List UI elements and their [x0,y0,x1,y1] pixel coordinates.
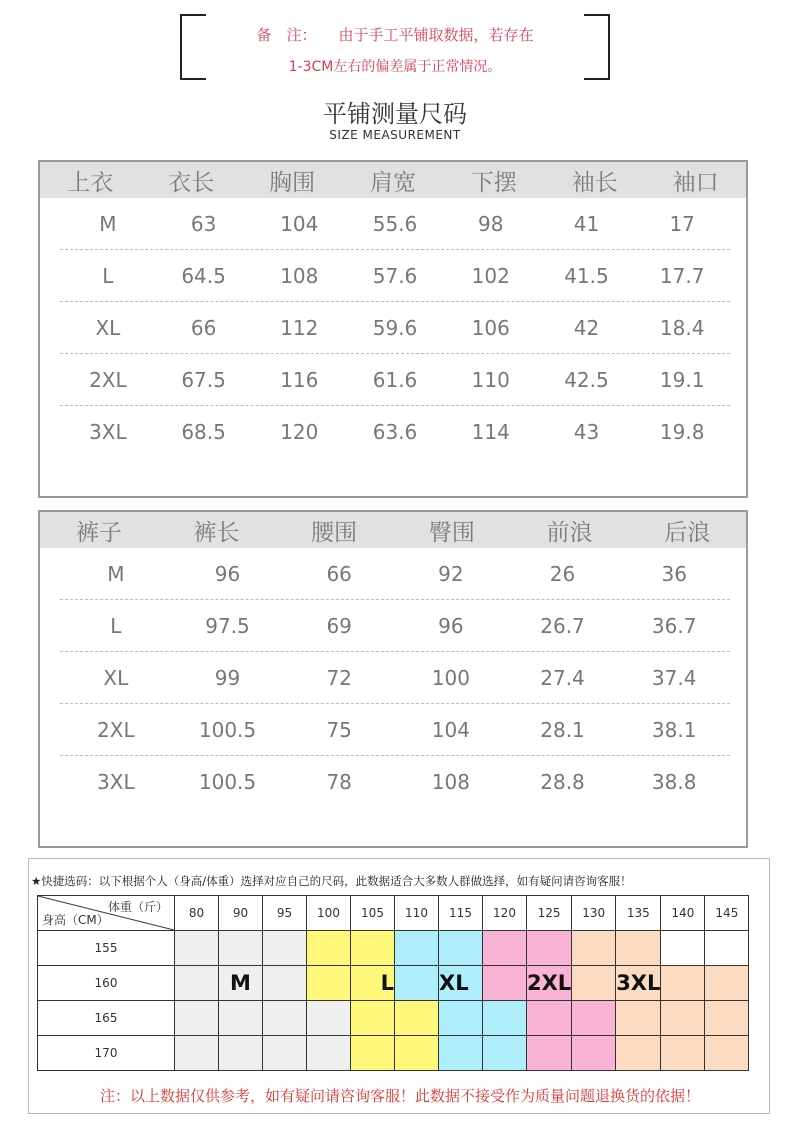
header-cell: 肩宽 [370,169,416,196]
header-cell: 腰围 [311,519,358,546]
weight-header: 95 [263,896,307,931]
table-cell: 102 [471,263,510,288]
table-row [60,302,730,354]
table-cell: 2XL [89,367,127,392]
size-cell [263,1036,307,1071]
table-cell: L [102,263,114,288]
table-cell: 68.5 [181,420,226,444]
table-cell: 43 [573,420,600,444]
table-cell: 36 [661,561,687,586]
size-cell [572,1001,616,1036]
table-cell: 18.4 [659,315,705,340]
weight-header: 90 [219,896,263,931]
height-label: 155 [38,931,175,966]
table-cell: 104 [431,717,470,742]
table-cell: 114 [471,420,510,444]
table-cell: 17.7 [659,263,705,288]
header-cell: 上衣 [67,169,114,196]
size-label-cell: 2XL [527,966,572,1001]
table-cell: 99 [214,665,241,690]
table-cell: 67.5 [181,367,226,392]
grid-row [38,1036,749,1071]
table-cell: XL [95,315,121,340]
top-table-header [40,162,746,198]
size-cell [351,1001,395,1036]
table-cell: 42.5 [564,367,609,392]
table-row [60,198,730,250]
size-cell [439,931,483,966]
weight-header: 115 [439,896,483,931]
size-label-cell: XL [439,966,483,1001]
size-cell [705,931,749,966]
size-cell [263,1001,307,1036]
table-cell: 100 [431,665,470,690]
table-cell: 28.8 [540,770,585,794]
grid-corner [38,896,175,931]
size-cell [219,1036,263,1071]
table-cell: 78 [326,770,352,794]
table-cell: 19.1 [659,367,705,392]
size-cell [307,1001,351,1036]
table-cell: M [107,561,125,586]
table-cell: 57.6 [372,263,418,288]
header-cell: 袖长 [571,169,618,196]
size-cell [527,931,572,966]
note-label: 备 注： [256,26,317,44]
size-grid [37,895,749,1071]
table-cell: 108 [431,770,470,794]
size-cell [572,931,616,966]
table-cell: 55.6 [372,211,418,236]
note-box [180,14,610,82]
size-cell [661,1001,705,1036]
table-row [60,354,730,406]
size-cell [705,966,749,1001]
table-cell: 38.8 [651,770,697,794]
table-cell: 72 [326,665,352,690]
size-cell [395,931,439,966]
table-row [60,406,730,458]
size-label-cell: 3XL [616,966,661,1001]
footer-note: 注：以上数据仅供参考，如有疑问请咨询客服！此数据不接受作为质量问题退换货的依据！ [99,1087,700,1105]
weight-header: 145 [705,896,749,931]
weight-header: 110 [395,896,439,931]
table-cell: M [99,211,117,236]
table-cell: 42 [573,315,600,340]
size-cell [527,1001,572,1036]
size-cell [705,1036,749,1071]
size-cell [705,1001,749,1036]
grid-row [38,966,749,1001]
table-cell: 38.1 [651,717,697,742]
size-cell [395,1001,439,1036]
table-cell: 98 [478,211,504,236]
table-row [60,548,730,600]
table-row [60,600,730,652]
table-cell: 96 [438,613,464,638]
quick-size-chart [28,858,770,1114]
size-cell [175,1036,219,1071]
table-cell: 69 [326,613,352,638]
top-size-table [38,160,748,498]
size-cell [263,931,307,966]
weight-header: 125 [527,896,572,931]
table-cell: 92 [438,561,464,586]
note-line-1 [180,24,610,45]
page-subtitle: SIZE MEASUREMENT [329,128,461,142]
header-cell: 袖口 [672,169,719,196]
table-cell: 27.4 [540,665,585,690]
size-cell [572,1036,616,1071]
grid-row [38,1001,749,1036]
header-cell: 臀围 [428,519,475,546]
weight-header: 105 [351,896,395,931]
size-label-cell: L [351,966,395,1001]
bottom-table-body [60,548,730,808]
bottom-size-table [38,510,748,848]
weight-header: 100 [307,896,351,931]
weight-header: 140 [661,896,705,931]
size-cell [307,1036,351,1071]
table-cell: 106 [471,315,510,340]
table-row [60,756,730,808]
height-label: 170 [38,1036,175,1071]
weight-header: 80 [175,896,219,931]
table-cell: 2XL [97,717,135,742]
table-cell: 41.5 [564,263,609,288]
size-label-cell: M [219,966,263,1001]
size-cell [219,1001,263,1036]
weight-header: 130 [572,896,616,931]
size-cell [483,1036,527,1071]
note-line-2: 1-3CM左右的偏差属于正常情况。 [288,59,502,75]
size-cell [616,1001,661,1036]
table-row [60,704,730,756]
size-cell [527,1036,572,1071]
size-cell [572,966,616,1001]
header-cell: 后浪 [664,519,711,546]
size-cell [175,966,219,1001]
table-cell: 108 [280,263,319,288]
size-cell [395,966,439,1001]
table-cell: 112 [280,315,319,340]
table-cell: 75 [326,717,352,742]
table-cell: 61.6 [372,367,418,392]
height-label: 160 [38,966,175,1001]
top-table-body [60,198,730,458]
table-cell: 36.7 [651,613,697,638]
table-cell: 59.6 [372,315,418,340]
size-cell [351,1036,395,1071]
weight-header: 120 [483,896,527,931]
table-row [60,652,730,704]
table-cell: 120 [280,420,319,444]
size-cell [661,1036,705,1071]
table-cell: 26.7 [540,613,585,638]
table-cell: 97.5 [205,613,250,638]
grid-row [38,931,749,966]
table-cell: XL [103,665,129,690]
size-cell [483,1001,527,1036]
table-cell: 28.1 [540,717,585,742]
bottom-table-header [40,512,746,548]
table-cell: 63.6 [372,420,418,444]
size-cell [307,931,351,966]
header-cell: 衣长 [168,169,215,196]
note-text-1: 由于手工平铺取数据，若存在 [338,26,534,44]
table-cell: 3XL [97,770,135,794]
table-cell: 96 [214,561,241,586]
table-cell: L [110,613,122,638]
size-cell [616,931,661,966]
height-axis-label: 身高（CM） [42,913,109,927]
table-row [60,250,730,302]
header-cell: 裤长 [193,519,240,546]
table-cell: 19.8 [659,420,705,444]
height-label: 165 [38,1001,175,1036]
size-cell [483,931,527,966]
size-cell [616,1036,661,1071]
header-cell: 前浪 [546,519,593,546]
table-cell: 66 [326,561,352,586]
size-cell [219,931,263,966]
table-cell: 66 [190,315,217,340]
table-cell: 100.5 [198,717,257,742]
size-cell [483,966,527,1001]
header-cell: 裤子 [75,519,122,546]
size-cell [439,1001,483,1036]
table-cell: 37.4 [651,665,697,690]
table-cell: 41 [573,211,600,236]
table-cell: 104 [280,211,319,236]
size-cell [351,931,395,966]
table-cell: 110 [471,367,510,392]
table-cell: 3XL [89,420,127,444]
size-cell [661,931,705,966]
header-cell: 胸围 [269,169,316,196]
header-cell: 下摆 [470,169,517,196]
table-cell: 64.5 [181,263,226,288]
table-cell: 116 [280,367,319,392]
page-title: 平铺测量尺码 [323,100,467,128]
weight-header: 135 [616,896,661,931]
size-cell [395,1036,439,1071]
weight-axis-label: 体重（斤） [107,900,168,914]
size-cell [307,966,351,1001]
size-cell [263,966,307,1001]
table-cell: 63 [190,211,217,236]
size-cell [439,1036,483,1071]
table-cell: 26 [549,561,576,586]
quick-heading: ★快捷选码：以下根据个人（身高/体重）选择对应自己的尺码，此数据适合大多数人群做选择，如有疑问请咨询客服！ [31,874,632,888]
size-cell [661,966,705,1001]
table-cell: 17 [669,211,695,236]
size-cell [175,1001,219,1036]
table-cell: 100.5 [198,770,257,794]
size-cell [175,931,219,966]
